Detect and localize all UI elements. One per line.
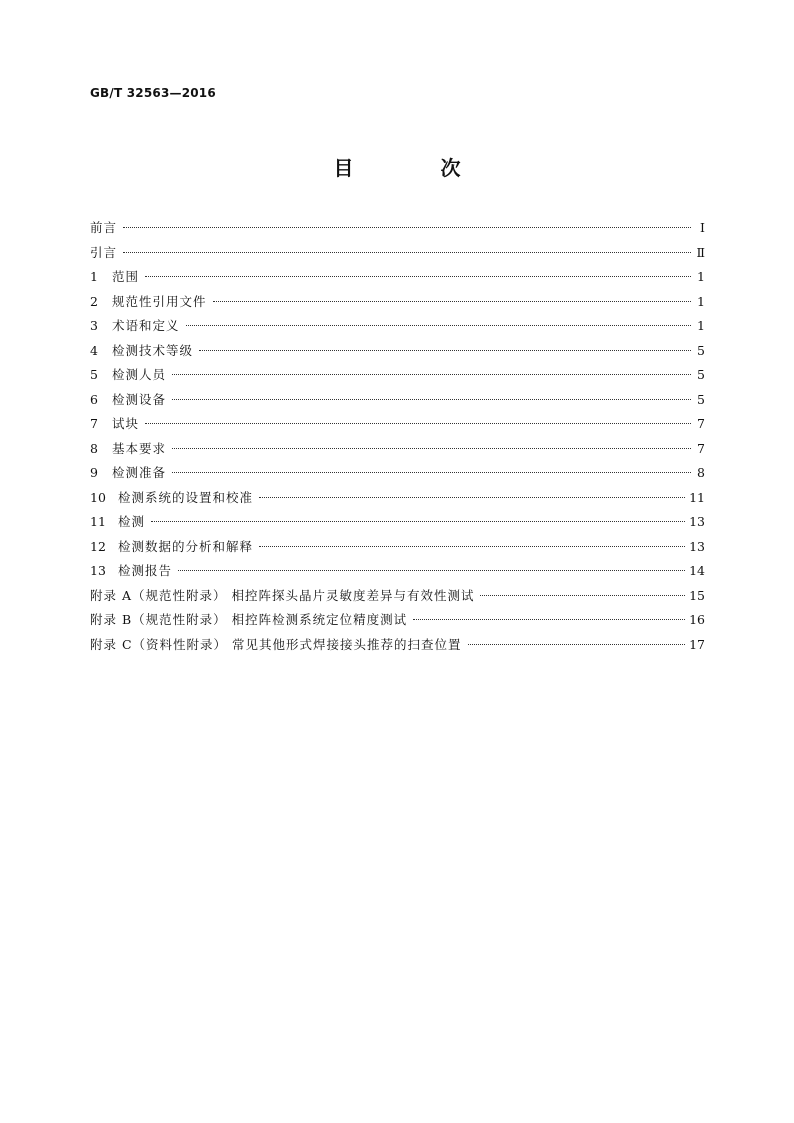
toc-entry-label: 试块 bbox=[112, 416, 140, 431]
toc-entry-12[interactable] bbox=[90, 535, 705, 560]
toc-dot-leader bbox=[172, 399, 691, 400]
toc-dot-leader bbox=[123, 227, 691, 228]
toc-entry-page: 1 bbox=[697, 318, 705, 333]
toc-dot-leader bbox=[145, 276, 691, 277]
toc-entry-page: Ⅱ bbox=[696, 244, 705, 260]
toc-entry-7[interactable] bbox=[90, 412, 705, 437]
standard-code: GB/T 32563—2016 bbox=[90, 86, 216, 100]
toc-entry-page: 5 bbox=[697, 342, 705, 358]
toc-entry-label: 检测系统的设置和校准 bbox=[118, 489, 254, 505]
toc-entry-3[interactable] bbox=[90, 314, 705, 339]
toc-entry-page: 11 bbox=[689, 489, 705, 505]
toc-dot-leader bbox=[199, 350, 691, 351]
toc-entry-appendix-b[interactable] bbox=[90, 608, 705, 633]
toc-entry-number: 1 bbox=[90, 269, 98, 284]
toc-entry-appendix-a[interactable] bbox=[90, 584, 705, 609]
toc-entry-label: 附录 C（资料性附录） 常见其他形式焊接接头推荐的扫查位置 bbox=[90, 636, 462, 652]
toc-entry-page: 16 bbox=[689, 612, 705, 627]
toc-entry-number: 13 bbox=[90, 563, 106, 578]
toc-entry-page: 17 bbox=[689, 636, 705, 652]
toc-entry-9[interactable] bbox=[90, 461, 705, 486]
toc-entry-number: 4 bbox=[90, 342, 98, 358]
toc-entry-number: 10 bbox=[90, 489, 106, 505]
toc-entry-1[interactable] bbox=[90, 265, 705, 290]
toc-entry-label: 检测人员 bbox=[112, 367, 167, 382]
toc-dot-leader bbox=[145, 423, 691, 424]
toc-entry-page: Ⅰ bbox=[700, 220, 705, 235]
toc-entry-page: 7 bbox=[697, 440, 705, 456]
toc-entry-11[interactable] bbox=[90, 510, 705, 535]
toc-entry-page: 14 bbox=[689, 563, 705, 578]
toc-entry-page: 15 bbox=[689, 587, 705, 603]
toc-entry-page: 13 bbox=[689, 538, 705, 554]
toc-dot-leader bbox=[178, 570, 685, 571]
toc-entry-page: 7 bbox=[697, 416, 705, 431]
toc-entry-10[interactable] bbox=[90, 486, 705, 511]
toc-entry-page: 5 bbox=[697, 391, 705, 407]
toc-entry-page: 8 bbox=[697, 465, 705, 480]
toc-entry-page: 1 bbox=[697, 269, 705, 284]
toc-dot-leader bbox=[151, 521, 685, 522]
toc-dot-leader bbox=[172, 374, 691, 375]
toc-entry-number: 5 bbox=[90, 367, 98, 382]
page-title: 目 次 bbox=[333, 156, 501, 180]
toc-entry-number: 8 bbox=[90, 440, 98, 456]
toc-entry-number: 9 bbox=[90, 465, 98, 480]
toc-entry-number: 6 bbox=[90, 391, 98, 407]
toc-entry-8[interactable] bbox=[90, 437, 705, 462]
toc-entry-number: 7 bbox=[90, 416, 98, 431]
toc-entry-number: 11 bbox=[90, 514, 106, 529]
toc-dot-leader bbox=[213, 301, 691, 302]
toc-dot-leader bbox=[480, 595, 685, 596]
toc-entry-5[interactable] bbox=[90, 363, 705, 388]
toc-dot-leader bbox=[123, 252, 691, 253]
toc-entry-appendix-c[interactable] bbox=[90, 633, 705, 658]
toc-entry-label: 前言 bbox=[90, 220, 118, 235]
toc-entry-page: 5 bbox=[697, 367, 705, 382]
toc-entry-label: 检测 bbox=[118, 514, 146, 529]
toc-entry-label: 范围 bbox=[112, 269, 140, 284]
toc-entry-label: 检测技术等级 bbox=[112, 342, 194, 358]
toc-dot-leader bbox=[172, 448, 691, 449]
toc-entry-label: 基本要求 bbox=[112, 440, 167, 456]
toc-entry-label: 检测数据的分析和解释 bbox=[118, 538, 254, 554]
toc-dot-leader bbox=[186, 325, 691, 326]
toc-dot-leader bbox=[259, 497, 685, 498]
toc-entry-label: 术语和定义 bbox=[112, 318, 180, 333]
toc-dot-leader bbox=[172, 472, 691, 473]
toc-entry-label: 规范性引用文件 bbox=[112, 293, 207, 309]
toc-entry-4[interactable] bbox=[90, 339, 705, 364]
toc-dot-leader bbox=[413, 619, 685, 620]
toc-entry-label: 检测准备 bbox=[112, 465, 167, 480]
table-of-contents bbox=[90, 216, 705, 657]
toc-entry-page: 13 bbox=[689, 514, 705, 529]
toc-entry-label: 引言 bbox=[90, 244, 118, 260]
toc-entry-2[interactable] bbox=[90, 290, 705, 315]
toc-entry-13[interactable] bbox=[90, 559, 705, 584]
toc-entry-foreword[interactable] bbox=[90, 216, 705, 241]
toc-entry-label: 检测设备 bbox=[112, 391, 167, 407]
toc-dot-leader bbox=[259, 546, 685, 547]
toc-entry-introduction[interactable] bbox=[90, 241, 705, 266]
toc-entry-label: 检测报告 bbox=[118, 563, 173, 578]
toc-entry-label: 附录 A（规范性附录） 相控阵探头晶片灵敏度差异与有效性测试 bbox=[90, 587, 475, 603]
toc-entry-6[interactable] bbox=[90, 388, 705, 413]
toc-entry-number: 2 bbox=[90, 293, 98, 309]
toc-entry-page: 1 bbox=[697, 293, 705, 309]
toc-entry-label: 附录 B（规范性附录） 相控阵检测系统定位精度测试 bbox=[90, 612, 408, 627]
toc-entry-number: 3 bbox=[90, 318, 98, 333]
toc-entry-number: 12 bbox=[90, 538, 106, 554]
toc-dot-leader bbox=[468, 644, 686, 645]
